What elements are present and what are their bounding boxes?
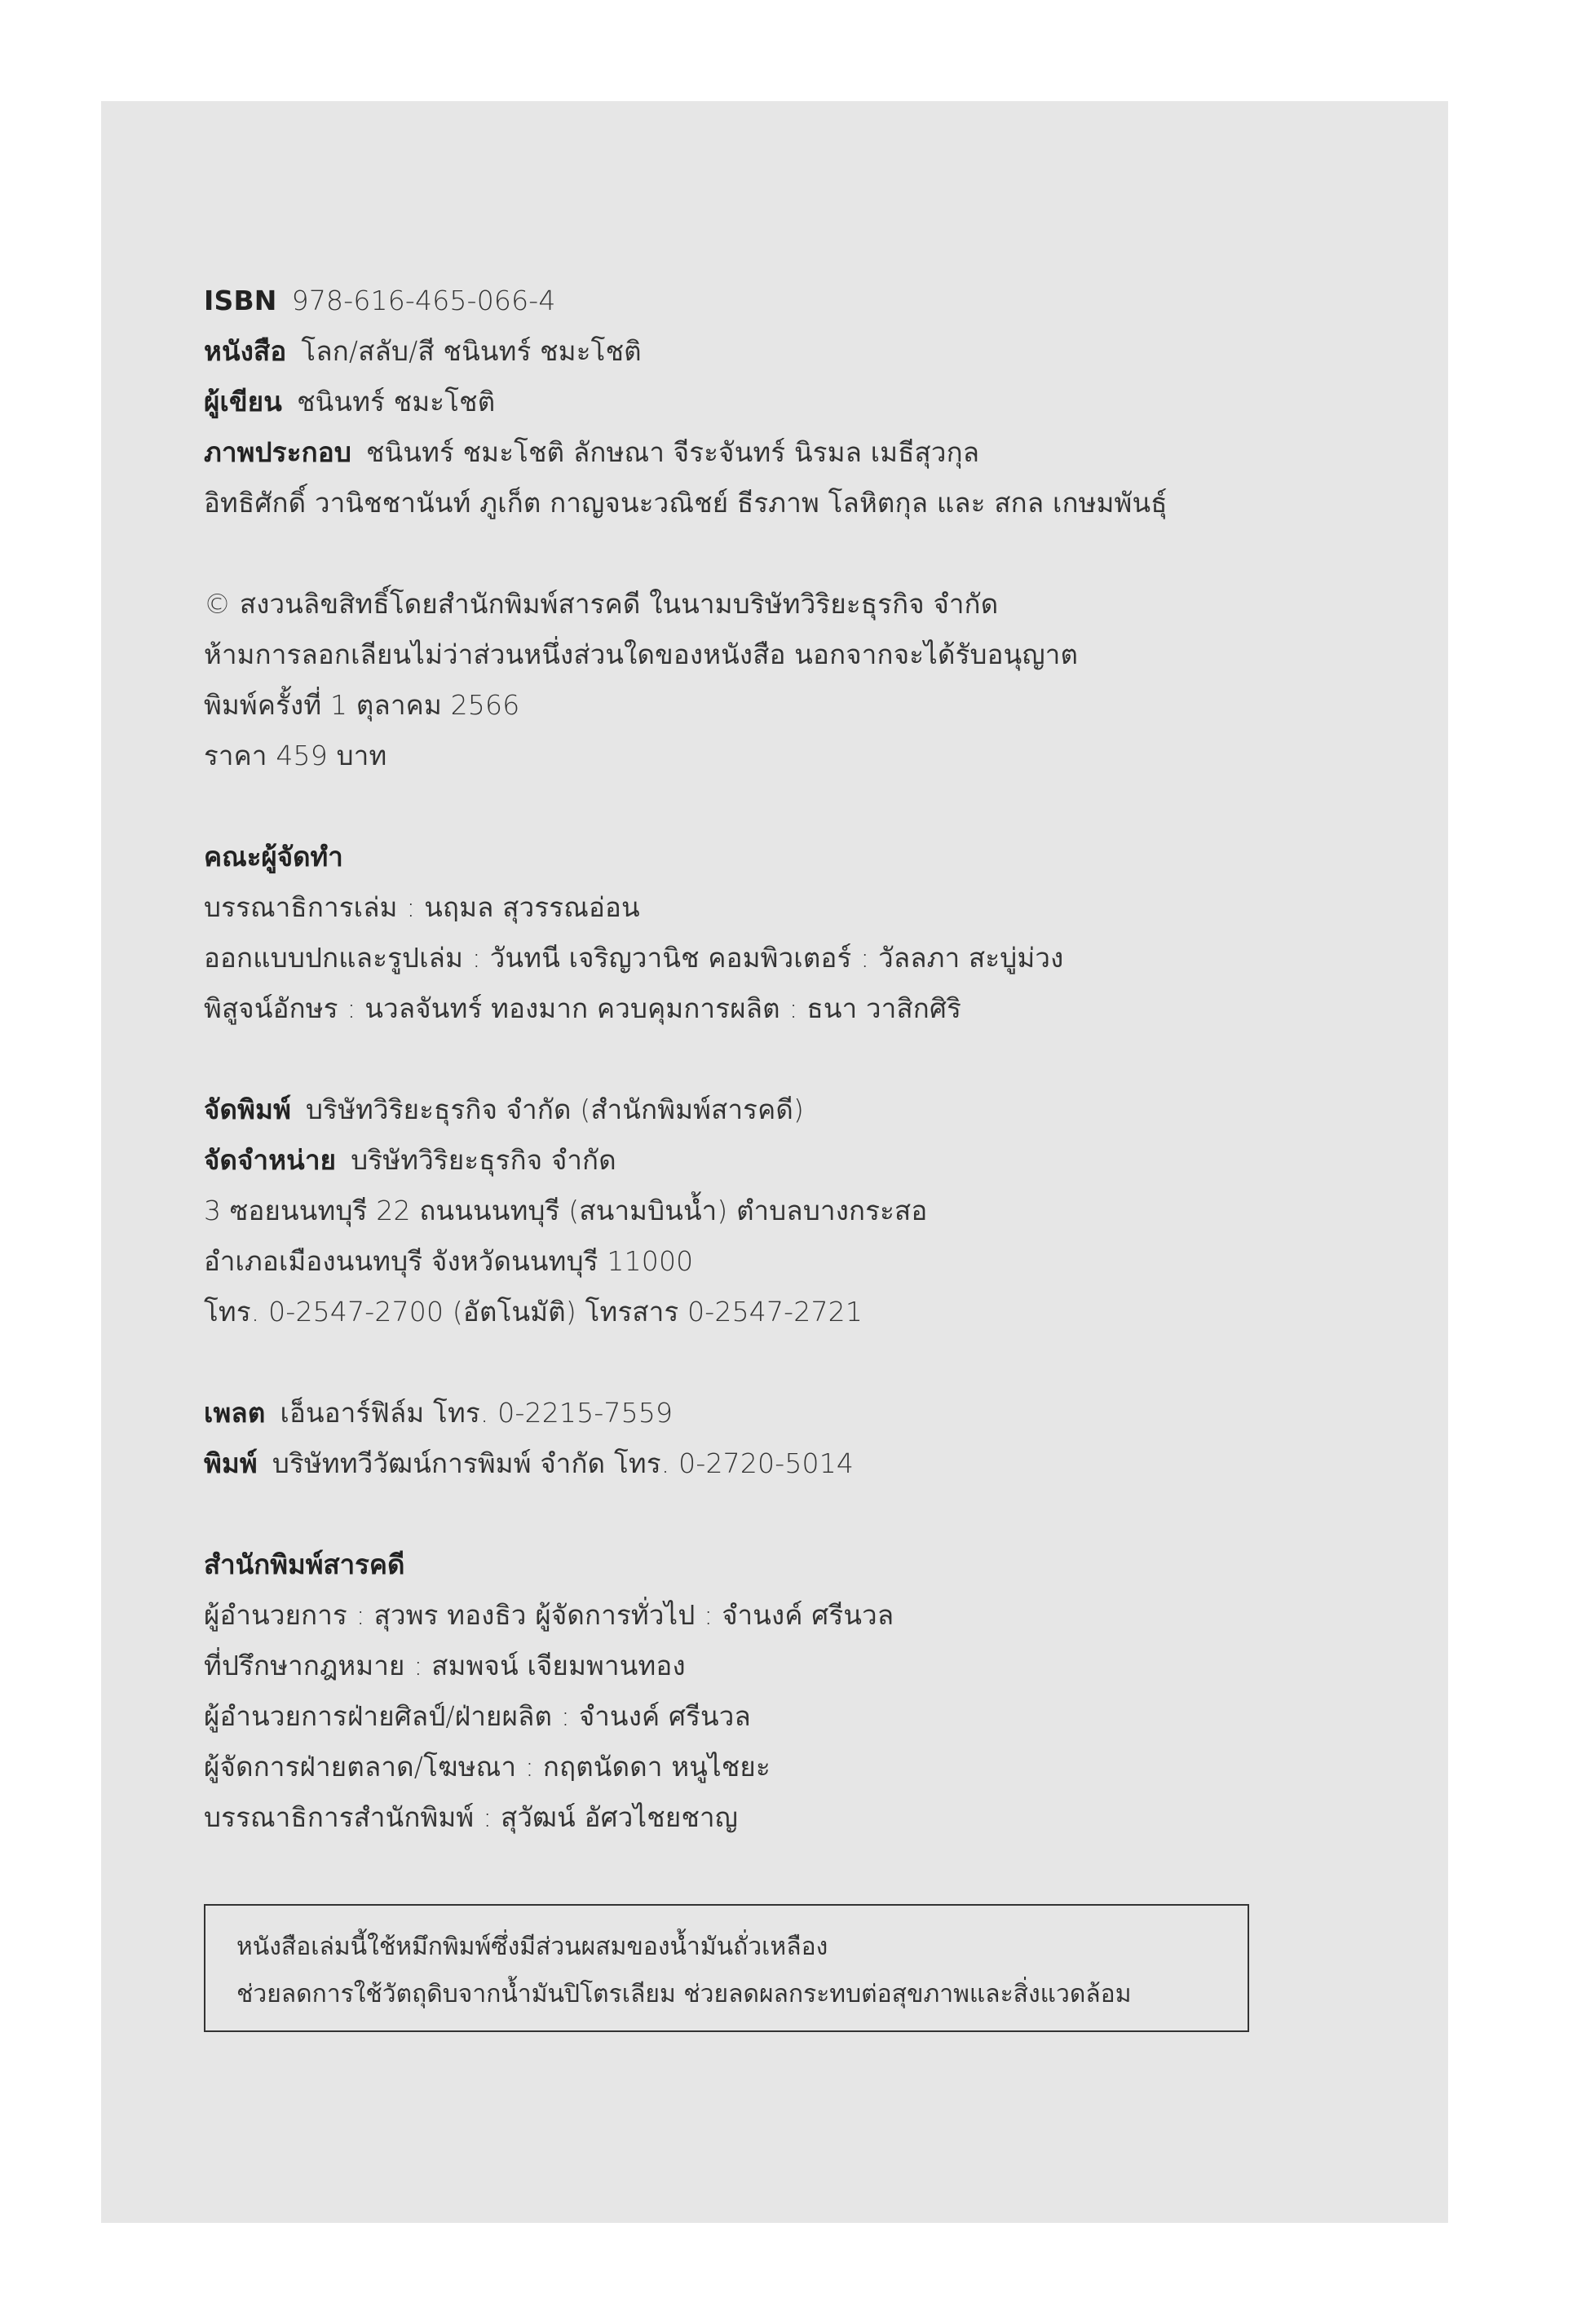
plate-value: เอ็นอาร์ฟิล์ม โทร. 0-2215-7559 [280, 1397, 674, 1429]
book-title-value: โลก/สลับ/สี ชนินทร์ ชมะโชติ [301, 335, 642, 367]
colophon-content [204, 276, 1264, 1843]
publisher-staff-line: ผู้จัดการฝ่ายตลาด/โฆษณา : กฤตนัดดา หนูไชยะ [204, 1751, 771, 1783]
illustrations-value-1: ชนินทร์ ชมะโชติ ลักษณา จีระจันทร์ นิรมล เมธีสุวกุล [365, 436, 980, 468]
plate-label: เพลต [204, 1397, 266, 1429]
production-team-line: บรรณาธิการเล่ม : นฤมล สุวรรณอ่อน [204, 891, 640, 923]
spacer [204, 1489, 1264, 1540]
address-line-2: อำเภอเมืองนนทบุรี จังหวัดนนทบุรี 11000 [204, 1245, 694, 1277]
isbn-label: ISBN [204, 285, 277, 316]
publisher-staff-line: ผู้อำนวยการฝ่ายศิลป์/ฝ่ายผลิต : จำนงค์ ศรีนวล [204, 1700, 751, 1732]
illustrations-line-2 [204, 478, 1264, 528]
illustrations-value-2: อิทธิศักดิ์ วานิชชานันท์ ภูเก็ต กาญจนะวณิชย์ ธีรภาพ โลหิตกุล และ สกล เกษมพันธุ์ [204, 487, 1168, 519]
author-label: ผู้เขียน [204, 386, 283, 418]
publisher-staff-line: บรรณาธิการสำนักพิมพ์ : สุวัฒน์ อัศวไชยชาญ [204, 1801, 739, 1833]
author-value: ชนินทร์ ชมะโชติ [297, 386, 496, 418]
notice-line-2: ช่วยลดการใช้วัตถุดิบจากน้ำมันปิโตรเลียม ช่วยลดผลกระทบต่อสุขภาพและสิ่งแวดล้อม [236, 1980, 1132, 2008]
printer-value: บริษัททวีวัฒน์การพิมพ์ จำกัด โทร. 0-2720-5014 [272, 1447, 855, 1479]
publisher-staff-line: ผู้อำนวยการ : สุวพร ทองธิว ผู้จัดการทั่วไป : จำนงค์ ศรีนวล [204, 1599, 894, 1631]
spacer [204, 1337, 1264, 1388]
printer-label: พิมพ์ [204, 1447, 258, 1479]
distributor-value: บริษัทวิริยะธุรกิจ จำกัด [351, 1144, 616, 1176]
distributor-line [204, 1135, 1264, 1186]
book-title-label: หนังสือ [204, 335, 287, 367]
edition-line: พิมพ์ครั้งที่ 1 ตุลาคม 2566 [204, 689, 520, 721]
publisher-line [204, 1085, 1264, 1135]
spacer [204, 781, 1264, 832]
soy-ink-notice-box [204, 1904, 1249, 2032]
plate-line [204, 1388, 1264, 1438]
publisher-staff-heading: สำนักพิมพ์สารคดี [204, 1549, 405, 1580]
illustrations-label: ภาพประกอบ [204, 436, 351, 468]
isbn-value: 978-616-465-066-4 [291, 285, 556, 316]
author-line [204, 377, 1264, 427]
spacer [204, 528, 1264, 579]
production-team-line: พิสูจน์อักษร : นวลจันทร์ ทองมาก ควบคุมการผลิต : ธนา วาสิกศิริ [204, 992, 962, 1024]
illustrations-line [204, 427, 1264, 478]
distributor-label: จัดจำหน่าย [204, 1144, 337, 1176]
notice-line-1: หนังสือเล่มนี้ใช้หมึกพิมพ์ซึ่งมีส่วนผสมของน้ำมันถั่วเหลือง [236, 1933, 828, 1961]
production-team-line: ออกแบบปกและรูปเล่ม : วันทนี เจริญวานิช คอมพิวเตอร์ : วัลลภา สะบู่ม่วง [204, 942, 1064, 974]
publisher-label: จัดพิมพ์ [204, 1094, 292, 1125]
isbn-line [204, 276, 1264, 326]
phone-line: โทร. 0-2547-2700 (อัตโนมัติ) โทรสาร 0-2547-2721 [204, 1296, 863, 1328]
price-line: ราคา 459 บาท [204, 740, 387, 771]
copyright-line: © สงวนลิขสิทธิ์โดยสำนักพิมพ์สารคดี ในนามบริษัทวิริยะธุรกิจ จำกัด [204, 588, 999, 620]
spacer [204, 1034, 1264, 1085]
address-line-1: 3 ซอยนนทบุรี 22 ถนนนนทบุรี (สนามบินน้ำ) ตำบลบางกระสอ [204, 1195, 928, 1226]
production-team-heading: คณะผู้จัดทำ [204, 841, 343, 873]
book-title-line [204, 326, 1264, 377]
copyright-restriction-line: ห้ามการลอกเลียนไม่ว่าส่วนหนึ่งส่วนใดของหนังสือ นอกจากจะได้รับอนุญาต [204, 638, 1079, 670]
printer-line [204, 1438, 1264, 1489]
publisher-value: บริษัทวิริยะธุรกิจ จำกัด (สำนักพิมพ์สารคดี) [306, 1094, 805, 1125]
publisher-staff-line: ที่ปรึกษากฎหมาย : สมพจน์ เจียมพานทอง [204, 1650, 686, 1681]
